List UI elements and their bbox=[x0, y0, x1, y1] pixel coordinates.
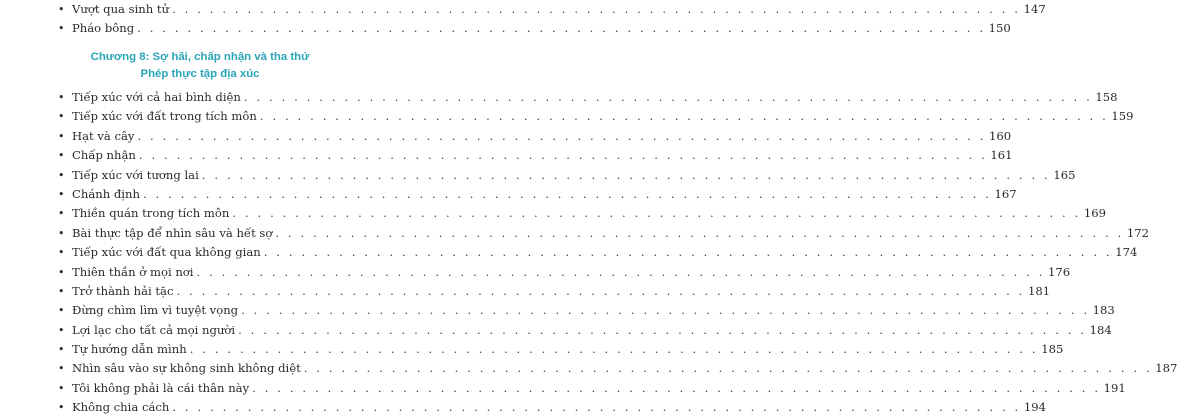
toc-entry bbox=[58, 340, 1064, 359]
bullet: • bbox=[58, 362, 65, 376]
bullet: • bbox=[58, 187, 65, 201]
dot-leader bbox=[143, 185, 992, 204]
dot-leader bbox=[202, 166, 1051, 185]
toc-entry-page: 160 bbox=[989, 128, 1012, 143]
toc-entry bbox=[58, 88, 1118, 107]
toc-entry-page: 184 bbox=[1089, 322, 1112, 337]
bullet: • bbox=[58, 401, 65, 415]
bullet: • bbox=[58, 304, 65, 318]
toc-entry bbox=[58, 146, 1013, 165]
toc-entry-title: Bài thực tập để nhìn sâu và hết sợ bbox=[72, 225, 273, 240]
toc-entry bbox=[58, 224, 1150, 243]
dot-leader bbox=[304, 359, 1153, 378]
toc-entry-title: Thiên thần ở mọi nơi bbox=[72, 264, 194, 279]
bullet: • bbox=[58, 207, 65, 221]
toc-entry-page: 185 bbox=[1041, 342, 1064, 357]
toc-entry bbox=[58, 282, 1051, 301]
bullet: • bbox=[58, 3, 65, 16]
toc-entry bbox=[58, 359, 1177, 378]
toc-entry bbox=[58, 243, 1138, 262]
dot-leader bbox=[172, 0, 1021, 19]
toc-entry-page: 183 bbox=[1092, 303, 1115, 318]
bullet: • bbox=[58, 343, 65, 357]
toc-entry-title: Không chia cách bbox=[72, 400, 170, 415]
bullet: • bbox=[58, 381, 65, 395]
toc-entry-page: 169 bbox=[1083, 206, 1107, 221]
dot-leader bbox=[139, 146, 988, 165]
bullet: • bbox=[58, 22, 65, 35]
bullet: • bbox=[58, 110, 65, 124]
toc-list-previous-chapter bbox=[58, 0, 1046, 38]
toc-entry bbox=[58, 0, 1046, 19]
bullet: • bbox=[58, 91, 65, 104]
toc-entry bbox=[58, 127, 1012, 146]
toc-entry-page: 167 bbox=[994, 186, 1017, 201]
dot-leader bbox=[176, 282, 1025, 301]
toc-entry bbox=[58, 321, 1112, 340]
dot-leader bbox=[137, 19, 986, 38]
toc-entry bbox=[58, 398, 1046, 417]
dot-leader bbox=[197, 263, 1046, 282]
toc-entry-title: Chánh định bbox=[72, 186, 140, 201]
toc-entry bbox=[58, 166, 1076, 185]
bullet: • bbox=[58, 265, 65, 279]
toc-entry-page: 194 bbox=[1023, 400, 1046, 415]
dot-leader bbox=[137, 127, 986, 146]
toc-entry bbox=[58, 301, 1115, 320]
toc-entry-page: 147 bbox=[1023, 2, 1046, 16]
toc-entry-title: Vượt qua sinh tử bbox=[72, 2, 170, 16]
toc-entry-page: 150 bbox=[988, 21, 1011, 35]
bullet: • bbox=[58, 168, 65, 182]
toc-entry-page: 158 bbox=[1095, 90, 1118, 104]
toc-entry bbox=[58, 185, 1017, 204]
dot-leader bbox=[252, 379, 1101, 398]
dot-leader bbox=[244, 88, 1093, 107]
chapter-subtitle: Phép thực tập địa xúc bbox=[140, 68, 260, 80]
toc-entry-title: Hạt và cây bbox=[72, 128, 135, 143]
toc-entry-page: 191 bbox=[1103, 380, 1126, 395]
dot-leader bbox=[238, 321, 1087, 340]
toc-entry-title: Lợi lạc cho tất cả mọi người bbox=[72, 322, 236, 337]
toc-entry-page: 172 bbox=[1126, 225, 1150, 240]
dot-leader bbox=[260, 107, 1109, 126]
bullet: • bbox=[58, 323, 65, 337]
dot-leader bbox=[241, 301, 1090, 320]
toc-entry-page: 181 bbox=[1027, 283, 1051, 298]
toc-entry-title: Nhìn sâu vào sự không sinh không diệt bbox=[72, 361, 301, 376]
toc-entry-title: Pháo bông bbox=[72, 21, 135, 35]
toc-entry-title: Tiếp xúc với đất qua không gian bbox=[72, 245, 261, 260]
toc-entry-title: Tiếp xúc với đất trong tích môn bbox=[72, 109, 257, 124]
toc-entry-page: 159 bbox=[1111, 109, 1134, 124]
chapter-heading bbox=[0, 49, 400, 83]
bullet: • bbox=[58, 129, 65, 143]
toc-entry bbox=[58, 379, 1126, 398]
toc-entry bbox=[58, 263, 1071, 282]
toc-entry-title: Chấp nhận bbox=[72, 148, 136, 163]
toc-entry-title: Trở thành hải tặc bbox=[72, 283, 174, 298]
toc-entry bbox=[58, 204, 1107, 223]
toc-entry-title: Tôi không phải là cái thân này bbox=[72, 380, 250, 395]
toc-entry bbox=[58, 107, 1134, 126]
toc-entry-title: Đừng chìm lìm vì tuyệt vọng bbox=[72, 303, 239, 318]
toc-entry bbox=[58, 19, 1011, 38]
toc-entry-title: Tiếp xúc với cả hai bình diện bbox=[72, 90, 241, 104]
toc-entry-title: Tiếp xúc với tương lai bbox=[72, 167, 199, 182]
bullet: • bbox=[58, 284, 65, 298]
bullet: • bbox=[58, 226, 65, 240]
toc-entry-page: 176 bbox=[1048, 264, 1071, 279]
toc-entry-title: Tự hướng dẫn mình bbox=[72, 342, 187, 357]
chapter-title: Chương 8: Sợ hãi, chấp nhận và tha thứ bbox=[90, 51, 310, 63]
toc-entry-page: 174 bbox=[1115, 245, 1138, 260]
dot-leader bbox=[172, 398, 1021, 417]
bullet: • bbox=[58, 149, 65, 163]
dot-leader bbox=[190, 340, 1039, 359]
dot-leader bbox=[264, 243, 1113, 262]
dot-leader bbox=[232, 204, 1081, 223]
toc-entry-title: Thiền quán trong tích môn bbox=[72, 206, 230, 221]
toc-entry-page: 187 bbox=[1155, 361, 1177, 376]
toc-list-chapter-8 bbox=[58, 88, 1177, 418]
toc-entry-page: 161 bbox=[990, 148, 1013, 163]
toc-entry-page: 165 bbox=[1053, 167, 1076, 182]
bullet: • bbox=[58, 246, 65, 260]
dot-leader bbox=[275, 224, 1124, 243]
